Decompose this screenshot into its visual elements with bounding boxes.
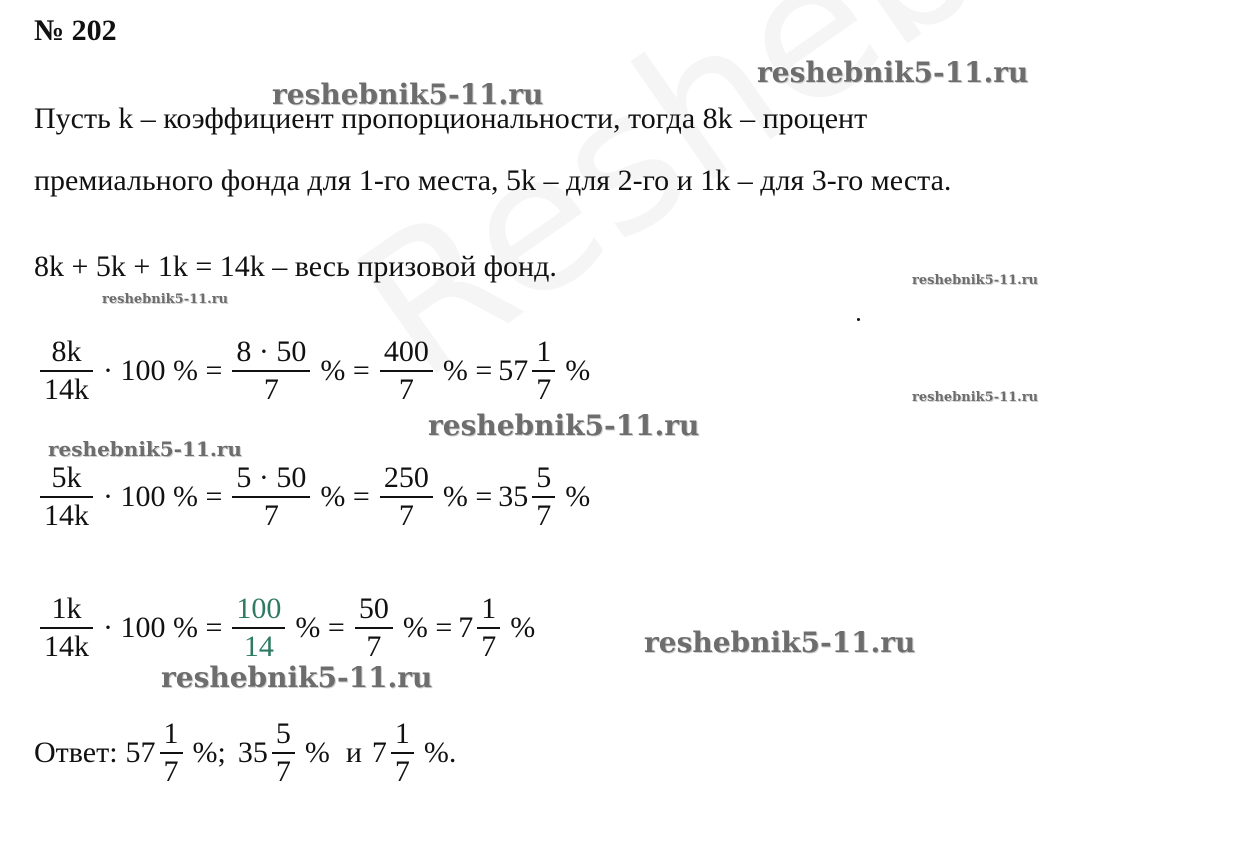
watermark: reshebnik5-11.ru: [757, 56, 1029, 89]
fraction: $\frac{1k}{14k}$: [40, 591, 93, 665]
answer-label: Ответ:: [34, 736, 118, 769]
sum-line: 8k + 5k + 1k = 14k – весь призовой фонд.: [34, 250, 557, 283]
watermark: reshebnik5-11.ru: [428, 409, 700, 442]
operator: % =: [442, 354, 493, 387]
paragraph-line: Пусть k – коэффициент пропорциональности, тогда 8k – процент: [34, 102, 868, 135]
mixed-number: 7 $\frac{1}{7}$: [458, 591, 504, 665]
operator: % =: [320, 354, 370, 387]
answer-tail: %: [304, 736, 330, 769]
operator: · 100 % =: [103, 611, 223, 644]
percent-sign: %: [565, 354, 591, 387]
fraction: $\frac{100}{14}$: [232, 591, 285, 665]
operator: · 100 % =: [103, 480, 223, 513]
percent-sign: %: [510, 611, 536, 644]
fraction: $\frac{8k}{14k}$: [40, 334, 93, 408]
fraction: $\frac{8 \cdot 50}{7}$: [232, 334, 310, 408]
watermark: reshebnik5-11.ru: [272, 78, 544, 111]
operator: % =: [442, 480, 493, 513]
fraction: $\frac{5k}{14k}$: [40, 460, 93, 534]
equation-3: [36, 583, 541, 673]
operator: % =: [320, 480, 370, 513]
watermark: reshebnik5-11.ru: [161, 661, 433, 694]
operator: · 100 % =: [103, 354, 223, 387]
mixed-number: 57 $\frac{1}{7}$: [498, 334, 559, 408]
answer-tail: %;: [192, 736, 226, 769]
answer-line: [34, 708, 462, 798]
operator: % =: [402, 611, 453, 644]
mixed-number: 35 $\frac{5}{7}$: [238, 716, 299, 790]
mixed-number: 7 $\frac{1}{7}$: [372, 716, 418, 790]
problem-number: № 202: [34, 14, 117, 47]
equation-2: [36, 452, 596, 542]
fraction: $\frac{50}{7}$: [355, 591, 393, 665]
watermark: reshebnik5-11.ru: [102, 292, 229, 307]
watermark: reshebnik5-11.ru: [48, 437, 242, 461]
watermark: reshebnik5-11.ru: [644, 626, 916, 659]
watermark: reshebnik5-11.ru: [912, 273, 1039, 288]
mixed-number: 57 $\frac{1}{7}$: [126, 716, 187, 790]
percent-sign: %: [565, 480, 591, 513]
fraction: $\frac{5 \cdot 50}{7}$: [232, 460, 310, 534]
paragraph-line: премиального фонда для 1-го места, 5k – для 2-го и 1k – для 3-го места.: [34, 164, 952, 197]
watermark: reshebnik5-11.ru: [912, 390, 1039, 405]
answer-tail: %.: [423, 736, 457, 769]
equation-1: [36, 326, 596, 416]
fraction: $\frac{250}{7}$: [380, 460, 433, 534]
conjunction: и: [345, 736, 362, 769]
stray-dot: [857, 318, 860, 321]
mixed-number: 35 $\frac{5}{7}$: [498, 460, 559, 534]
fraction: $\frac{400}{7}$: [380, 334, 433, 408]
operator: % =: [295, 611, 345, 644]
